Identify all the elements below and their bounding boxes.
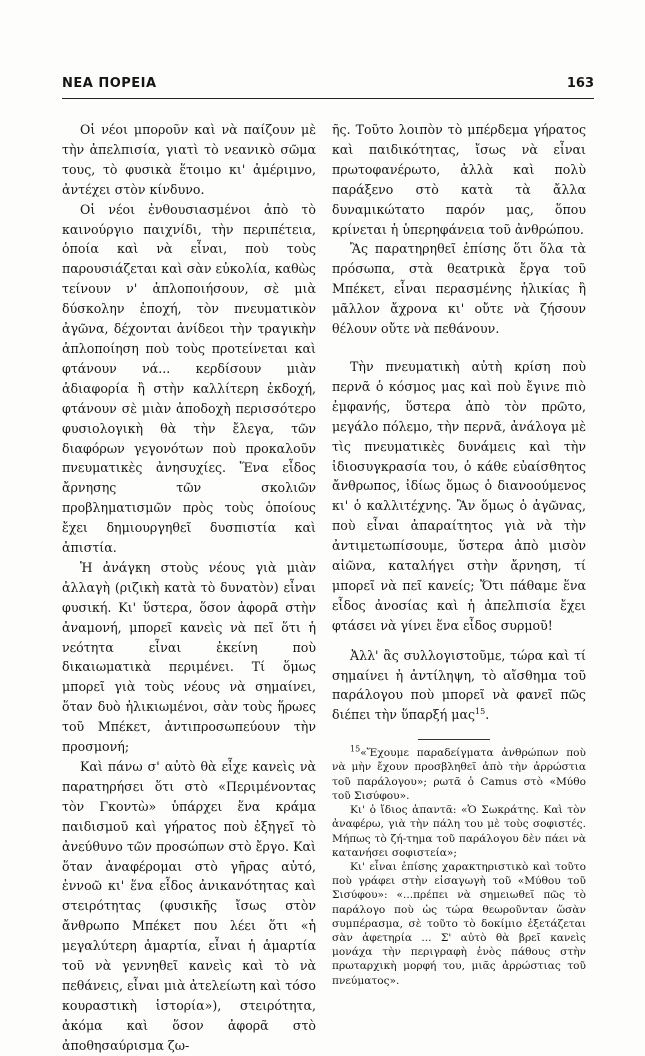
- paragraph: Τὴν πνευματικὴ αὐτὴ κρίση ποὺ περνᾶ ὁ κόσμος μας καὶ ποὺ ἔγινε πιὸ ἐμφανής, ὕστερα ἀπὸ τὸν πρῶτο, μεγάλο πόλεμο, τὴν περνᾶ, ἀνάλογα μὲ τὶς πνευματικὲς δυνάμεις καὶ τὴν ἰδιοσυγκρασία του, ὁ κάθε εὐαίσθητος ἄνθρωπος, ἰδίως ὅμως ὁ διανοούμενος κι' ὁ καλλιτέχνης. Ἂν ὅμως ὁ ἀγῶνας, ποὺ εἶναι ἀπαραίτητος γιὰ νὰ τὴν ἀντιμετωπίσουμε, ὕστερα ἀπὸ μισὸν αἰῶνα, καταλήγει στὴν ἄρνηση, τί μπορεῖ νὰ πεῖ κανείς; Ὅτι πάθαμε ἕνα εἶδος ἀνοσίας καὶ ἡ ἀπελπισία ἔχει φτάσει νὰ γίνει ἕνα εἶδος συρμοῦ!: [332, 358, 586, 633]
- running-title: ΝΕΑ ΠΟΡΕΙΑ: [62, 76, 157, 91]
- page-header: [62, 76, 594, 98]
- footnotes: [332, 746, 586, 987]
- paragraph-text: Ἀλλ' ἂς συλλογιστοῦμε, τώρα καὶ τί σημαίνει ἡ ἀντίληψη, τὸ αἴσθημα τοῦ παράλογου ποὺ μπορεῖ νὰ φανεῖ πῶς διέπει τὴν ὕπαρξή μας: [332, 647, 586, 723]
- paragraph: Καὶ πάνω σ' αὐτὸ θὰ εἶχε κανεὶς νὰ παρατηρήσει ὅτι στὸ «Περιμένοντας τὸν Γκοντὼ» ὑπάρχει ἕνα κράμα παιδισμοῦ καὶ γήρατος ποὺ ἐξηγεῖ τὸ ἀνεύθυνο τῶν προσώπων στὸ ἔργο. Καὶ ὅταν ἀναφέρομαι στὸ γῆρας αὐτό, ἐννοῶ κι' ἕνα εἶδος ἀνικανότητας καὶ στειρότητας (φυσικῆς ἴσως στὸν ἄνθρωπο Μπέκετ που λέει ὅτι «ἡ μεγαλύτερη ἁμαρτία, εἶναι ἡ ἁμαρτία τοῦ νὰ γεννηθεῖ κανεὶς καὶ τὸ νὰ πεθάνεις, εἶναι μιὰ ἀτελείωτη καὶ τόσο κουραστικὴ ἱστορία»), στειρότητα, ἀκόμα καὶ ὅσον ἀφορᾶ στὸ ἀποθησαύρισμα ζω-: [62, 759, 316, 1053]
- footnote-rule: [418, 739, 490, 740]
- page-number: 163: [566, 76, 594, 91]
- paragraph: Ἡ ἀνάγκη στοὺς νέους γιὰ μιὰν ἀλλαγὴ (ριζικὴ κατὰ τὸ δυνατὸν) εἶναι φυσική. Κι' ὕστερα, ὅσον ἀφορᾶ στὴν ἀναμονή, μπορεῖ κανεὶς νὰ πεῖ ὅτι ἡ νεότητα εἶναι ἐκείνη ποὺ δικαιωματικὰ περιμένει. Τί ὅμως μπορεῖ γιὰ τοὺς νέους νὰ σημαίνει, ὅταν δυὸ ἡλικιωμένοι, σὰν τοὺς ἥρωες τοῦ Μπέκετ, ἀντιπροσωπεύουν τὴν προσμονή;: [62, 559, 316, 755]
- footnote: Κι' εἶναι ἐπίσης χαρακτηριστικὸ καὶ τοῦτο ποὺ γράφει στὴν εἰσαγωγὴ τοῦ «Μύθου τοῦ Σισύφου»: «...πρέπει νὰ σημειωθεῖ πῶς τὸ παράλογο ποὺ ὡς τώρα θεωροῦνταν ὥσὰν συμπέρασμα, σὲ τοῦτο τὸ δοκίμιο ἐξετάζεται σὰν ἀφετηρία ... Σ' αὐτὸ θὰ βρεῖ κανεὶς μονάχα τὴν περιγραφὴ ἑνὸς πάθους στὴν πρωταρχικὴ μορφή του, μιᾶς ἀρρώστιας τοῦ πνεύματος».: [332, 860, 586, 987]
- paragraph: Ἂς παρατηρηθεῖ ἐπίσης ὅτι ὅλα τὰ πρόσωπα, στὰ θεατρικὰ ἔργα τοῦ Μπέκετ, εἶναι περασμένης ἡλικίας ἢ μᾶλλον ἄχρονα κι' οὔτε νὰ ζήσουν θέλουν οὔτε νὰ πεθάνουν.: [332, 241, 586, 337]
- paragraph: Οἱ νέοι ἐνθουσιασμένοι ἀπὸ τὸ καινούργιο παιχνίδι, τὴν περιπέτεια, ὁποία καὶ νὰ εἶναι, ποὺ τοὺς παρουσιάζεται καὶ σὰν εὐκολία, καθὼς τείνουν ν' ἀπλοποιήσουν, σὲ μιὰ δύσκολην ἐποχή, τὸν πνευματικὸν ἀγῶνα, δέχονται ἀνίδεοι τὴν τραγικὴν ἀπλοποίηση ποὺ τοὺς προτείνεται καὶ φτάνουν νά... κερδίσουν μιὰν ἀδιαφορία ἢ στὴν καλλίτερη ἐκδοχή, φτάνουν σὲ μιὰν ἀποδοχὴ περισσότερο φυσιολογικὴ θὰ τὴν ἔλεγα, τῶν διαφόρων γεγονότων ποὺ προκαλοῦν πνευματικὲς ἀνησυχίες. Ἕνα εἶδος ἄρνησης τῶν σκολιῶν προβληματισμῶν πρὸς τοὺς ὁποίους ἔχει δημιουργηθεῖ δυσπιστία καὶ ἀπιστία.: [62, 201, 316, 556]
- header-rule: [62, 98, 594, 99]
- footnote-text: «Ἔχουμε παραδείγματα ἀνθρώπων ποὺ νὰ μὴν ἔχουν προσβληθεῖ ἀπὸ τὴν ἀρρώστια τοῦ παράλογου»; ρωτᾶ ὁ Camus στὸ «Μύθο τοῦ Σισύφου».: [332, 747, 586, 802]
- footnote-number: 15: [350, 744, 361, 754]
- footnote: Κι' ὁ ἴδιος ἀπαντᾶ: «Ὁ Σωκράτης. Καὶ τὸν ἀναφέρω, γιὰ τὴν πάλη του μὲ τοὺς σοφιστές. Μήπως τὸ ζή-τημα τοῦ παράλογου δὲν πάει νὰ κατανήσει σοφιστεία»;: [332, 804, 586, 859]
- paragraph: Οἱ νέοι μποροῦν καὶ νὰ παίζουν μὲ τὴν ἀπελπισία, γιατὶ τὸ νεανικὸ σῶμα τους, τὸ φυσικὰ ἕτοιμο κι' ἀμέριμνο, ἀντέχει στὸν κίνδυνο.: [62, 122, 316, 197]
- paragraph: ῆς. Τοῦτο λοιπὸν τὸ μπέρδεμα γήρατος καὶ παιδικότητας, ἴσως νὰ εἶναι πρωτοφανέρωτο, ἀλλὰ καὶ πολὺ παράξενο στὸ κατὰ τὰ ἄλλα δυναμικώτατο παρόν μας, ὅπου κρίνεται ἡ ὑπερηφάνεια τοῦ ἀνθρώπου.: [332, 122, 586, 237]
- left-column: [62, 120, 316, 1056]
- footnote-marker: 15: [475, 707, 486, 717]
- right-column: [332, 120, 586, 988]
- footnote: [332, 746, 586, 803]
- paragraph: Ἀλλ' ἂς συλλογιστοῦμε, τώρα καὶ τί σημαίνει ἡ ἀντίληψη, τὸ αἴσθημα τοῦ παράλογου ποὺ μπορεῖ νὰ φανεῖ πῶς διέπει τὴν ὕπαρξή μας$^{15}$.: [332, 647, 586, 723]
